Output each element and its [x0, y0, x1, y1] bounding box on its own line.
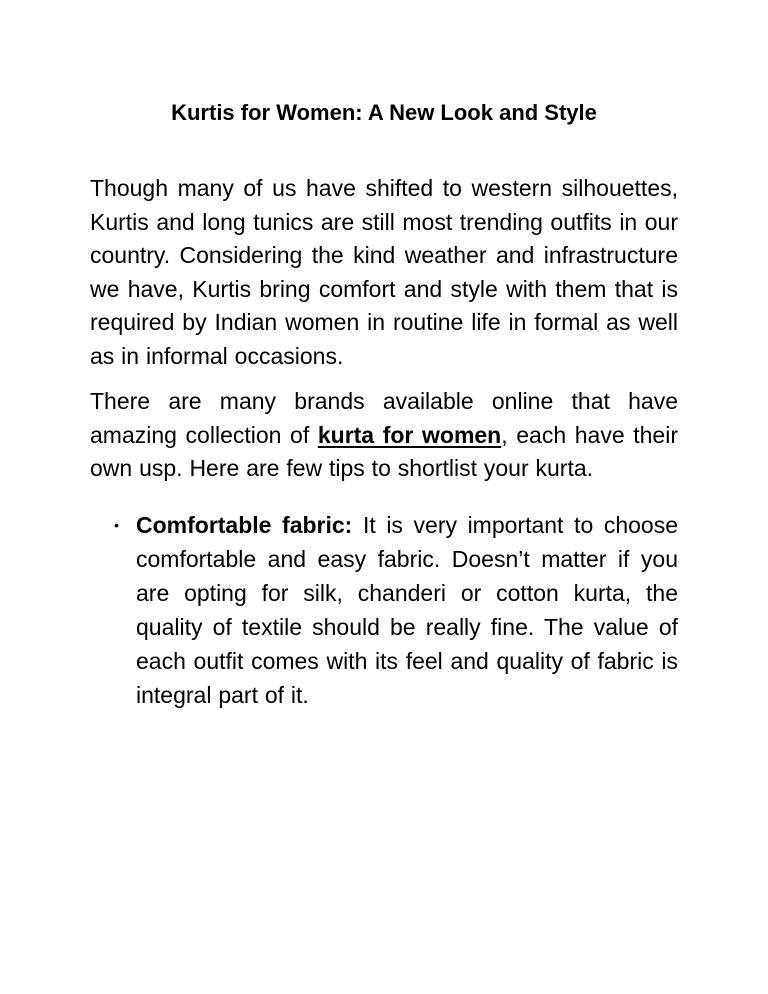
brands-paragraph-text-end: , each have their own usp. Here are few tips to shortlist your kurta. — [90, 421, 678, 481]
tips-list — [90, 508, 678, 712]
bullet-label: Comfortable fabric: — [136, 511, 353, 538]
brands-paragraph — [90, 385, 678, 486]
document-title: Kurtis for Women: A New Look and Style — [171, 100, 597, 125]
document-page — [90, 98, 678, 712]
kurta-for-women-link[interactable]: kurta for women — [317, 421, 502, 448]
list-item — [90, 508, 678, 712]
bullet-text: It is very important to choose comfortable and easy fabric. Doesn’t matter if you are opting for silk, chanderi or cotton kurta, the quality of textile should be really fine. The value of each outfit comes with its feel and quality of fabric is integral part of it. — [136, 511, 678, 708]
intro-paragraph: Though many of us have shifted to western silhouettes, Kurtis and long tunics are still most trending outfits in our country. Considering the kind weather and infrastructure we have, Kurtis bring comfort and style with them that is required by Indian women in routine life in formal as well as in informal occasions. — [90, 175, 678, 369]
brands-paragraph-text-start: There are many brands available online that have amazing collection of — [90, 388, 678, 448]
bullet-icon: • — [114, 516, 119, 533]
